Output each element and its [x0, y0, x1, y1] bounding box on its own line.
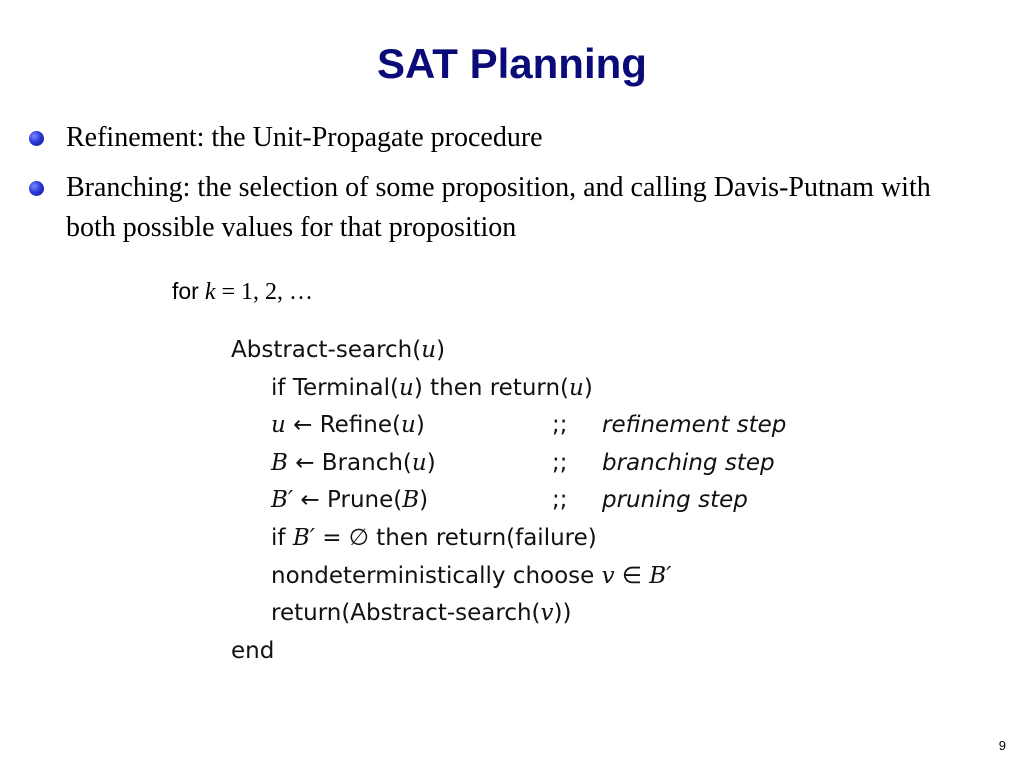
algo-line-failure: [231, 520, 671, 558]
algo-var: v: [601, 562, 615, 589]
bullet-list: [0, 118, 1024, 258]
algo-comment: pruning step: [602, 487, 748, 514]
algo-var: B′: [271, 487, 294, 514]
algo-text: = ∅: [314, 524, 369, 551]
algo-line-refine: [231, 407, 787, 445]
algo-text: ): [426, 449, 436, 476]
algo-var: B: [271, 449, 288, 476]
algo-var: B′: [292, 524, 315, 551]
loop-variable: k: [204, 279, 216, 305]
algo-text: ∈: [614, 562, 650, 589]
algo-text: if Terminal(: [271, 374, 399, 401]
algo-text: ← Branch(: [287, 449, 412, 476]
algo-var: u: [411, 449, 427, 476]
algo-text: ← Prune(: [293, 487, 403, 514]
loop-range: = 1, 2, …: [215, 279, 314, 305]
algo-text: ): [419, 487, 429, 514]
algo-comment-marker: ;;: [552, 487, 568, 514]
algo-var: u: [398, 374, 414, 401]
algo-text: ): [583, 374, 593, 401]
algo-text: ← Refine(: [285, 412, 402, 439]
bullet-text: Branching: the selection of some proposition, and calling Davis-Putnam with both possible values for that proposition: [66, 172, 931, 243]
algorithm-block: [231, 332, 787, 670]
algo-text: if: [271, 524, 293, 551]
algo-var: u: [569, 374, 584, 401]
algo-comment-marker: ;;: [552, 412, 568, 439]
algo-header-line: [231, 332, 671, 370]
algo-var: v: [540, 600, 554, 627]
algo-comment-marker: ;;: [552, 449, 568, 476]
algo-text: ) then return(: [413, 374, 570, 401]
algo-end: end: [231, 637, 275, 664]
algo-arg: u: [421, 337, 437, 363]
page-number: 9: [998, 738, 1006, 753]
for-keyword: for: [172, 278, 199, 304]
algo-end-line: [231, 633, 671, 671]
algo-comment: branching step: [602, 449, 775, 476]
algo-text: nondeterministically choose: [271, 562, 602, 589]
algo-paren: ): [436, 337, 446, 363]
algo-comment: refinement step: [602, 412, 787, 439]
algo-var: B′: [649, 562, 672, 589]
algo-line-prune: [231, 482, 748, 520]
algo-var: B: [402, 487, 420, 514]
algo-text: return(Abstract-search(: [271, 600, 541, 627]
algo-line-recurse: [231, 595, 671, 633]
algo-var: u: [271, 412, 286, 439]
algo-text: ): [415, 412, 425, 439]
slide-title: SAT Planning: [377, 40, 647, 87]
bullet-item-branching: [0, 168, 946, 248]
algo-line-branch: [231, 445, 775, 483]
bullet-text: Refinement: the Unit-Propagate procedure: [66, 122, 543, 153]
algo-line-terminal: [231, 370, 671, 408]
bullet-item-refinement: [0, 118, 946, 158]
algo-var: u: [401, 412, 416, 439]
algo-text: then return(failure): [368, 524, 597, 551]
algo-fn-name: Abstract-search(: [231, 337, 422, 363]
bullet-dot-icon: [29, 181, 44, 196]
for-loop-line: [172, 278, 313, 306]
bullet-dot-icon: [29, 131, 44, 146]
algo-text: )): [553, 600, 572, 627]
algo-line-choose: [231, 558, 671, 596]
